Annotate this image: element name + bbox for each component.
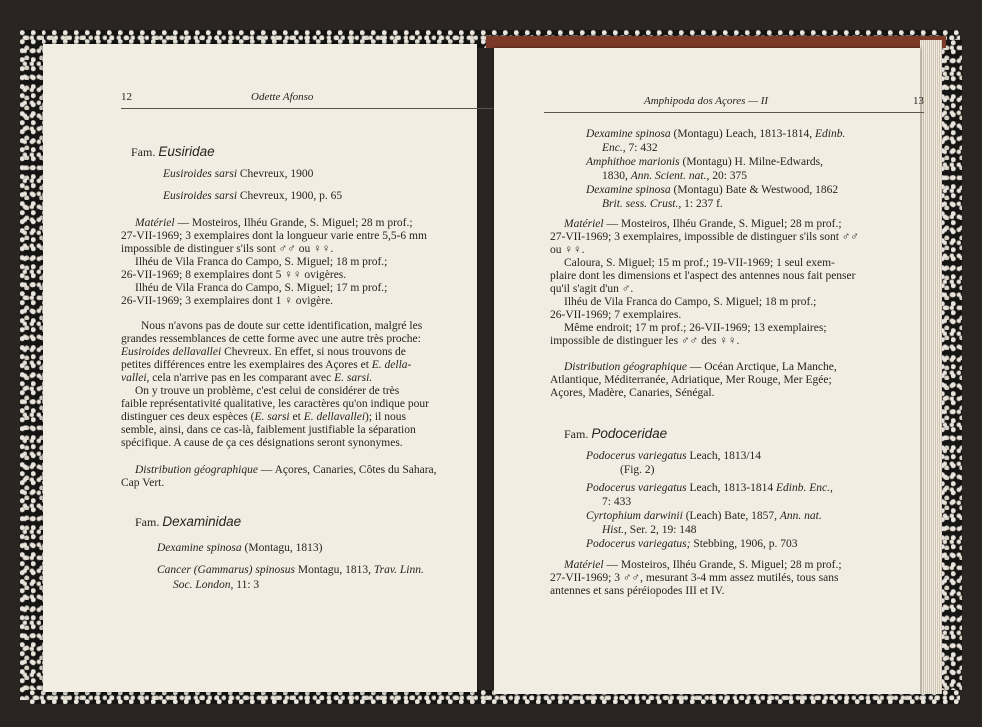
text-run: 1: 237 f. — [681, 198, 723, 210]
text-line — [602, 496, 631, 509]
italic-run: Hist., — [602, 524, 627, 536]
right-running-head: Amphipoda dos Açores — II — [644, 95, 769, 107]
text-run: 26-VII-1969; 3 exemplaires dont 1 ♀ ovigère. — [121, 295, 334, 307]
text-line — [163, 168, 313, 181]
family-heading — [135, 514, 241, 530]
italic-run: Podocerus variegatus — [586, 482, 687, 494]
text-line — [121, 411, 406, 424]
text-run: 7: 433 — [602, 496, 632, 508]
text-line — [564, 559, 842, 572]
italic-run: vallei, — [121, 372, 150, 384]
text-run: distinguer ces deux espèces ( — [121, 411, 255, 423]
text-line — [564, 296, 816, 309]
text-run: faible représentativité qualitative, les caractères qu'on indique pour — [121, 398, 429, 410]
text-line — [121, 372, 372, 385]
text-line — [135, 256, 387, 269]
italic-run: Podocerus variegatus — [586, 450, 687, 462]
text-run: Chevreux, 1900, p. 65 — [237, 190, 343, 202]
text-run: Ilhéu de Vila Franca do Campo, S. Miguel; 18 m prof.; — [135, 256, 388, 268]
text-line — [550, 270, 855, 283]
text-line — [602, 198, 723, 211]
italic-run: Amphithoe marionis — [586, 156, 680, 168]
italic-run: Eusiroides sarsi — [163, 168, 238, 180]
italic-run: Cancer (Gammarus) spinosus — [157, 564, 295, 576]
text-line — [550, 244, 585, 257]
text-line — [586, 510, 822, 523]
text-run: cela n'arrive pas en les comparant avec — [149, 372, 335, 384]
red-spine-cloth — [486, 36, 946, 48]
text-run: Fam. — [564, 427, 592, 441]
text-line — [121, 295, 333, 308]
italic-run: Matériel — [135, 217, 175, 229]
text-line — [121, 243, 333, 256]
text-line — [550, 283, 633, 296]
text-run: — Mosteiros, Ilhéu Grande, S. Miguel; 28 m prof.; — [603, 218, 842, 230]
family-name: Eusiridae — [158, 144, 215, 159]
family-name: Podoceridae — [591, 426, 668, 441]
italic-run: Ann. nat. — [779, 510, 822, 522]
left-running-head: Odette Afonso — [251, 91, 314, 103]
text-line — [121, 269, 346, 282]
text-run: Fam. — [131, 145, 159, 159]
text-line — [586, 184, 838, 197]
text-run: (Montagu) Leach, 1813-1814, — [670, 128, 815, 140]
text-line — [135, 385, 399, 398]
text-line — [173, 579, 259, 592]
text-line — [550, 335, 739, 348]
page-block-edge — [920, 40, 942, 694]
text-run: ); il nous — [365, 411, 406, 423]
text-line — [550, 309, 681, 322]
text-run: (Montagu, 1813) — [241, 542, 323, 554]
italic-run: Ann. Scient. nat., — [630, 170, 710, 182]
text-line — [135, 282, 387, 295]
text-run: (Montagu) H. Milne-Edwards, — [679, 156, 824, 168]
text-run: — Mosteiros, Ilhéu Grande, S. Miguel; 28 m prof.; — [603, 559, 842, 571]
text-line — [586, 450, 761, 463]
text-line — [564, 257, 835, 270]
text-line — [121, 346, 406, 359]
text-line — [121, 230, 427, 243]
text-run: 11: 3 — [233, 579, 260, 591]
right-page-number: 13 — [913, 95, 924, 107]
text-run: 26-VII-1969; 8 exemplaires dont 5 ♀♀ ovigères. — [121, 269, 347, 281]
text-line — [121, 424, 416, 437]
italic-run: E. sarsi — [254, 411, 290, 423]
italic-run: Distribution géographique — [564, 361, 687, 373]
text-run: Chevreux. En effet, si nous trouvons de — [221, 346, 406, 358]
text-line — [602, 142, 658, 155]
italic-run: Eusiroides sarsi — [163, 190, 238, 202]
text-run: impossible de distinguer les ♂♂ des ♀♀. — [550, 335, 740, 347]
text-run: 27-VII-1969; 3 exemplaires dont la longueur varie entre 5,5-6 mm — [121, 230, 427, 242]
text-line — [620, 464, 655, 477]
text-run: 27-VII-1969; 3 exemplaires, impossible de distinguer s'ils sont ♂♂ — [550, 231, 860, 243]
text-run: Açores, Madère, Canaries, Sénégal. — [550, 387, 715, 399]
text-run: — Océan Arctique, La Manche, — [687, 361, 837, 373]
text-line — [586, 156, 823, 169]
text-run: — Açores, Canaries, Côtes du Sahara, — [258, 464, 437, 476]
text-line — [564, 322, 827, 335]
italic-run: Podocerus variegatus; — [586, 538, 691, 550]
italic-run: Enc., — [602, 142, 626, 154]
italic-run: E. dellavallei — [303, 411, 366, 423]
family-name: Dexaminidae — [162, 514, 242, 529]
italic-run: Eusiroides dellavallei — [121, 346, 222, 358]
text-run: qu'il s'agit d'un ♂. — [550, 283, 634, 295]
italic-run: Distribution géographique — [135, 464, 258, 476]
text-line — [550, 231, 859, 244]
text-line — [121, 437, 403, 450]
text-run: et — [289, 411, 304, 423]
italic-run: Soc. London, — [173, 579, 234, 591]
text-run: grandes ressemblances de cette forme avec une autre très proche: — [121, 333, 421, 345]
text-run: 26-VII-1969; 7 exemplaires. — [550, 309, 682, 321]
italic-run: Edinb. — [815, 128, 846, 140]
right-running-header — [544, 93, 924, 115]
text-run: Leach, 1813-1814 — [686, 482, 777, 494]
text-run: Ser. 2, 19: 148 — [626, 524, 697, 536]
italic-run: Cyrtophium darwinii — [586, 510, 683, 522]
family-heading — [131, 144, 215, 160]
text-run: Ilhéu de Vila Franca do Campo, S. Miguel; 18 m prof.; — [564, 296, 817, 308]
text-line — [135, 464, 437, 477]
text-line — [157, 564, 424, 577]
italic-run: Dexamine spinosa — [586, 128, 671, 140]
text-run: (Montagu) Bate & Westwood, 1862 — [670, 184, 839, 196]
text-run: Atlantique, Méditerranée, Adriatique, Mer Rouge, Mer Egée; — [550, 374, 832, 386]
text-run: semble, ainsi, dans ce cas-là, faiblement justifiable la séparation — [121, 424, 416, 436]
text-line — [602, 524, 697, 537]
text-line — [157, 542, 322, 555]
text-run: Stebbing, 1906, p. 703 — [690, 538, 798, 550]
text-line — [586, 482, 833, 495]
text-run: 20: 375 — [709, 170, 748, 182]
italic-run: E. della- — [371, 359, 412, 371]
italic-run: E. sarsi. — [334, 372, 373, 384]
text-run: Même endroit; 17 m prof.; 26-VII-1969; 13 exemplaires; — [564, 322, 827, 334]
text-line — [586, 128, 845, 141]
text-run: ou ♀♀. — [550, 244, 585, 256]
text-line — [550, 374, 832, 387]
italic-run: Matériel — [564, 218, 604, 230]
text-run: Caloura, S. Miguel; 15 m prof.; 19-VII-1969; 1 seul exem- — [564, 257, 835, 269]
text-run: plaire dont les dimensions et l'aspect des antennes nous fait penser — [550, 270, 856, 282]
left-running-header — [121, 89, 501, 111]
header-rule — [121, 108, 501, 109]
left-page — [43, 44, 477, 692]
italic-run: Dexamine spinosa — [586, 184, 671, 196]
text-line — [141, 320, 422, 333]
text-line — [121, 359, 411, 372]
text-line — [550, 387, 714, 400]
text-run: Montagu, 1813, — [295, 564, 374, 576]
italic-run: Dexamine spinosa — [157, 542, 242, 554]
text-run: Chevreux, 1900 — [237, 168, 314, 180]
text-line — [586, 538, 797, 551]
text-run: Leach, 1813/14 — [686, 450, 762, 462]
text-run: antennes et sans péréiopodes III et IV. — [550, 585, 725, 597]
text-run: spécifique. A cause de ça ces désignations seront synonymes. — [121, 437, 403, 449]
text-line — [602, 170, 747, 183]
header-rule — [544, 112, 924, 113]
text-line — [163, 190, 342, 203]
italic-run: Edinb. Enc., — [776, 482, 833, 494]
text-run: 27-VII-1969; 3 ♂♂, mesurant 3-4 mm assez mutilés, tous sans — [550, 572, 839, 584]
marbled-cover-right — [940, 40, 962, 690]
text-run: (Fig. 2) — [620, 464, 655, 476]
italic-run: Matériel — [564, 559, 604, 571]
text-run: Cap Vert. — [121, 477, 165, 489]
text-line — [564, 218, 842, 231]
text-run: 7: 432 — [625, 142, 658, 154]
text-line — [121, 477, 164, 490]
marbled-cover-left — [20, 30, 44, 700]
text-line — [121, 398, 429, 411]
italic-run: Brit. sess. Crust., — [602, 198, 682, 210]
text-line — [550, 572, 838, 585]
text-line — [121, 333, 421, 346]
right-page — [494, 48, 924, 694]
left-page-number: 12 — [121, 91, 132, 103]
text-run: Nous n'avons pas de doute sur cette identification, malgré les — [141, 320, 423, 332]
family-heading — [564, 426, 667, 442]
text-run: On y trouve un problème, c'est celui de considérer de très — [135, 385, 400, 397]
text-run: Fam. — [135, 515, 163, 529]
text-run: Ilhéu de Vila Franca do Campo, S. Miguel; 17 m prof.; — [135, 282, 388, 294]
text-line — [135, 217, 413, 230]
text-run: impossible de distinguer s'ils sont ♂♂ ou ♀♀. — [121, 243, 334, 255]
text-line — [564, 361, 837, 374]
text-run: 1830, — [602, 170, 631, 182]
text-run: (Leach) Bate, 1857, — [682, 510, 780, 522]
text-run: petites différences entre les exemplaires des Açores et — [121, 359, 372, 371]
text-line — [550, 585, 724, 598]
text-run: — Mosteiros, Ilhéu Grande, S. Miguel; 28 m prof.; — [174, 217, 413, 229]
italic-run: Trav. Linn. — [373, 564, 424, 576]
